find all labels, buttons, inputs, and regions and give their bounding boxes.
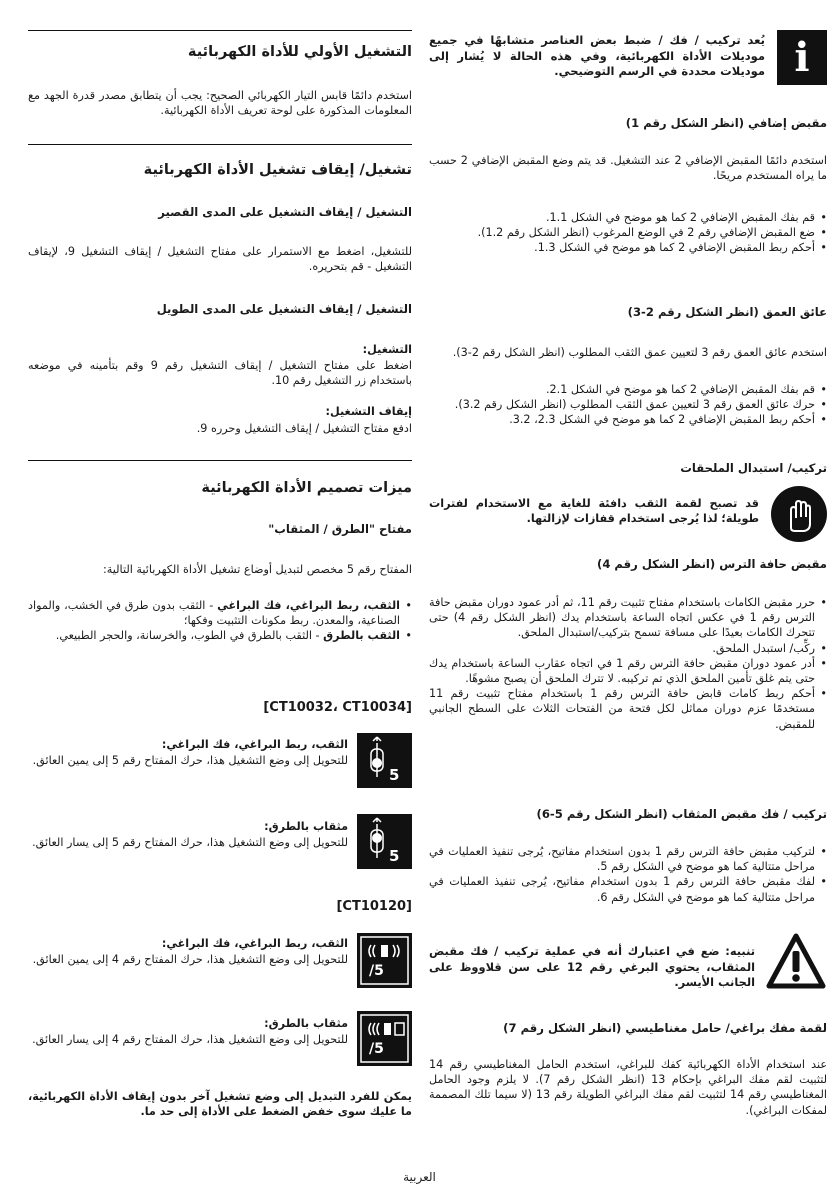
section-divider	[28, 30, 412, 31]
list-item: • أدر عمود دوران مقبض حافة الترس رقم 1 في اتجاه عقارب الساعة باستخدام يدك حتى يتم غلق تأمين الملحق الذي تم تركيبه. لا تترك الملحق أن يصبح مشوهًا.	[429, 656, 827, 686]
gloves-icon	[771, 486, 827, 542]
depth-stop-title: عائق العمق (انظر الشكل رقم 2-3)	[627, 305, 827, 319]
switch-final-note: يمكن للفرد التبديل إلى وضع تشغيل آخر بدون إيقاف الأداة الكهربائية، ما عليك سوى خفض الضغط على الأداة إلى حد ما.	[28, 1090, 412, 1119]
list-item: • لتركيب مقبض حافة الترس رقم 1 بدون استخدام مفاتيح، يُرجى تنفيذ العمليات في مراحل متتالية كما هو موضح في الشكل رقم 5.	[429, 844, 827, 874]
model1-mode1-title: الثقب، ربط البراغي، فك البراغي:	[161, 738, 348, 751]
hammer-drill-mode-icon	[357, 1011, 412, 1066]
list-item: • الثقب بالطرق - الثقب بالطرق في الطوب، والخرسانة، والحجر الطبيعي.	[28, 628, 412, 643]
short-term-title: التشغيل / إيقاف التشغيل على المدى القصير	[158, 205, 412, 219]
model1-mode2-title: مثقاب بالطرق:	[264, 820, 348, 833]
switch-number: 5	[389, 766, 400, 784]
aux-handle-list	[429, 210, 827, 256]
list-item: • قم بفك المقبض الإضافي 2 كما هو موضح في الشكل 2.1.	[429, 382, 827, 397]
accessories-title: تركيب/ استبدال الملحقات	[680, 461, 827, 475]
model2-mode2-text: للتحويل إلى وضع التشغيل هذا، حرك المفتاح رقم 4 إلى يسار العائق.	[32, 1033, 348, 1046]
drill-screw-mode-icon	[357, 933, 412, 988]
off-text: ادفع مفتاح التشغيل / إيقاف التشغيل وحرره 9.	[196, 422, 412, 435]
gear-chuck-list	[429, 595, 827, 732]
switch-title: مفتاح "الطرق / المثقاب"	[268, 522, 412, 536]
chuck-caution: تنبيه: ضع في اعتبارك أنه في عملية تركيب / فك مقبض المثقاب، يحتوي البرغي رقم 12 على سن قلاووظ على الجانب الأيسر.	[429, 944, 755, 989]
list-item: • حرر مقبض الكامات باستخدام مفتاح تثبيت رقم 11، ثم أدر عمود دوران مقبض حافة الترس رقم 1 في عكس اتجاه الساعة باستخدام يدك (انظر الشكل رقم 4) حتى تتحرك الكامات بعيدًا على مسافة تسمح بتركيب/استبدال الملحق.	[429, 595, 827, 641]
hot-bit-warning: قد تصبح لقمة الثقب دافئة للغاية مع الاستخدام لفترات طويلة؛ لذا يُرجى استخدام قفازات لإزالتها.	[429, 497, 759, 526]
model1-mode1-text: للتحويل إلى وضع التشغيل هذا، حرك المفتاح رقم 5 إلى يمين العائق.	[32, 754, 348, 767]
switch-text: المفتاح رقم 5 مخصص لتبديل أوضاع تشغيل الأداة الكهربائية التالية:	[103, 563, 412, 576]
section-divider	[28, 144, 412, 145]
on-off-title: تشغيل/ إيقاف تشغيل الأداة الكهربائية	[143, 162, 412, 178]
on-label: التشغيل:	[362, 343, 412, 356]
switch-number: 5/	[369, 963, 384, 979]
long-term-title: التشغيل / إيقاف التشغيل على المدى الطويل	[156, 302, 412, 316]
model2-mode1-title: الثقب، ربط البراغي، فك البراغي:	[161, 937, 348, 950]
list-item: • لفك مقبض حافة الترس رقم 1 بدون استخدام مفاتيح، يُرجى تنفيذ العمليات في مراحل متتالية كما هو موضح في الشكل رقم 6.	[429, 874, 827, 904]
info-note: يُعد تركيب / فك / ضبط بعض العناصر متشابهًا في جميع موديلات الأداة الكهربائية، وفي هذه الحالة لا يُشار إلى موديلات محددة في الرسم التوضيحي.	[429, 33, 765, 78]
chuck-mount-title: تركيب / فك مقبض المثقاب (انظر الشكل رقم 5-6)	[536, 807, 827, 821]
model1-mode2-text: للتحويل إلى وضع التشغيل هذا، حرك المفتاح رقم 5 إلى يسار العائق.	[32, 836, 348, 849]
depth-stop-list	[429, 382, 827, 428]
list-item: • الثقب، ربط البراغي، فك البراغي - الثقب بدون طرق في الخشب، والمواد الصناعية، والمعدن. ربط مكونات التثبيت وفكها؛	[28, 598, 412, 628]
list-item: • ركِّب/ استبدل الملحق.	[429, 641, 827, 656]
page-footer-language: العربية	[403, 1170, 436, 1184]
model2-mode2-title: مثقاب بالطرق:	[264, 1017, 348, 1030]
list-item: • ضع المقبض الإضافي رقم 2 في الوضع المرغوب (انظر الشكل رقم 1.2).	[429, 225, 827, 240]
first-run-text: استخدم دائمًا قابس التيار الكهربائي الصحيح: يجب أن يتطابق مصدر قدرة الجهد مع المعلومات المذكورة على لوحة تعريف الأداة الكهربائية.	[28, 89, 412, 118]
drill-mode-icon	[357, 733, 412, 788]
bit-holder-title: لقمة مفك براغي/ حامل مغناطيسي (انظر الشكل رقم 7)	[503, 1021, 827, 1035]
chuck-mount-list	[429, 844, 827, 905]
switch-number: 5	[389, 847, 400, 865]
on-text: اضغط على مفتاح التشغيل / إيقاف التشغيل رقم 9 وقم بتأمينه في موضعه باستخدام زر التشغيل رقم 10.	[28, 359, 412, 388]
list-item: • أحكم ربط كامات قابض حافة الترس رقم 1 باستخدام مفتاح تثبيت رقم 11 مستخدمًا عزم دوران مماثل لكل فتحة من الفتحات الثلاث على السطح الجانبي للمقبض.	[429, 686, 827, 732]
model2-mode1-text: للتحويل إلى وضع التشغيل هذا، حرك المفتاح رقم 4 إلى يمين العائق.	[32, 953, 348, 966]
list-item: • حرك عائق العمق رقم 3 لتعيين عمق الثقب المطلوب (انظر الشكل رقم 3.2).	[429, 397, 827, 412]
list-item: • قم بفك المقبض الإضافي 2 كما هو موضح في الشكل 1.1.	[429, 210, 827, 225]
first-run-title: التشغيل الأولي للأداة الكهربائية	[187, 44, 412, 60]
section-divider	[28, 460, 412, 461]
off-label: إيقاف التشغيل:	[325, 405, 412, 418]
info-icon: i	[777, 30, 827, 85]
list-item: • أحكم ربط المقبض الإضافي 2 كما هو موضح في الشكل 1.3.	[429, 240, 827, 255]
models-label-1: [CT10032، CT10034]	[263, 700, 412, 715]
depth-stop-intro: استخدم عائق العمق رقم 3 لتعيين عمق الثقب المطلوب (انظر الشكل رقم 2-3).	[452, 346, 827, 359]
switch-number: 5/	[369, 1041, 384, 1057]
short-term-text: للتشغيل، اضغط مع الاستمرار على مفتاح التشغيل / إيقاف التشغيل 9، لإيقاف التشغيل - قم بتحريره.	[28, 245, 413, 274]
warning-triangle-icon	[765, 931, 827, 993]
features-title: ميزات تصميم الأداة الكهربائية	[201, 480, 412, 496]
aux-handle-title: مقبض إضافي (انظر الشكل رقم 1)	[625, 116, 827, 130]
aux-handle-intro: استخدم دائمًا المقبض الإضافي 2 عند التشغيل. قد يتم وضع المقبض الإضافي 2 حسب ما يراه المستخدم مريحًا.	[429, 154, 827, 183]
gear-chuck-title: مقبض حافة الترس (انظر الشكل رقم 4)	[597, 557, 827, 571]
mode-list	[28, 598, 412, 644]
list-item: • أحكم ربط المقبض الإضافي 2 كما هو موضح في الشكل 2.3، 3.2.	[429, 412, 827, 427]
hammer-mode-icon	[357, 814, 412, 869]
bit-holder-text: عند استخدام الأداة الكهربائية كفك للبراغي، استخدم الحامل المغناطيسي رقم 14 لتثبيت لقم مفك البراغي بإحكام 13 (انظر الشكل رقم 7). لا يلزم وجود الحامل المغناطيسي رقم 14 لتثبيت لقم مفك البراغي الطويلة رقم 13 (لا سيما تلك المصممة لمفكات البراغي).	[429, 1058, 827, 1117]
models-label-2: [CT10120]	[336, 899, 412, 914]
